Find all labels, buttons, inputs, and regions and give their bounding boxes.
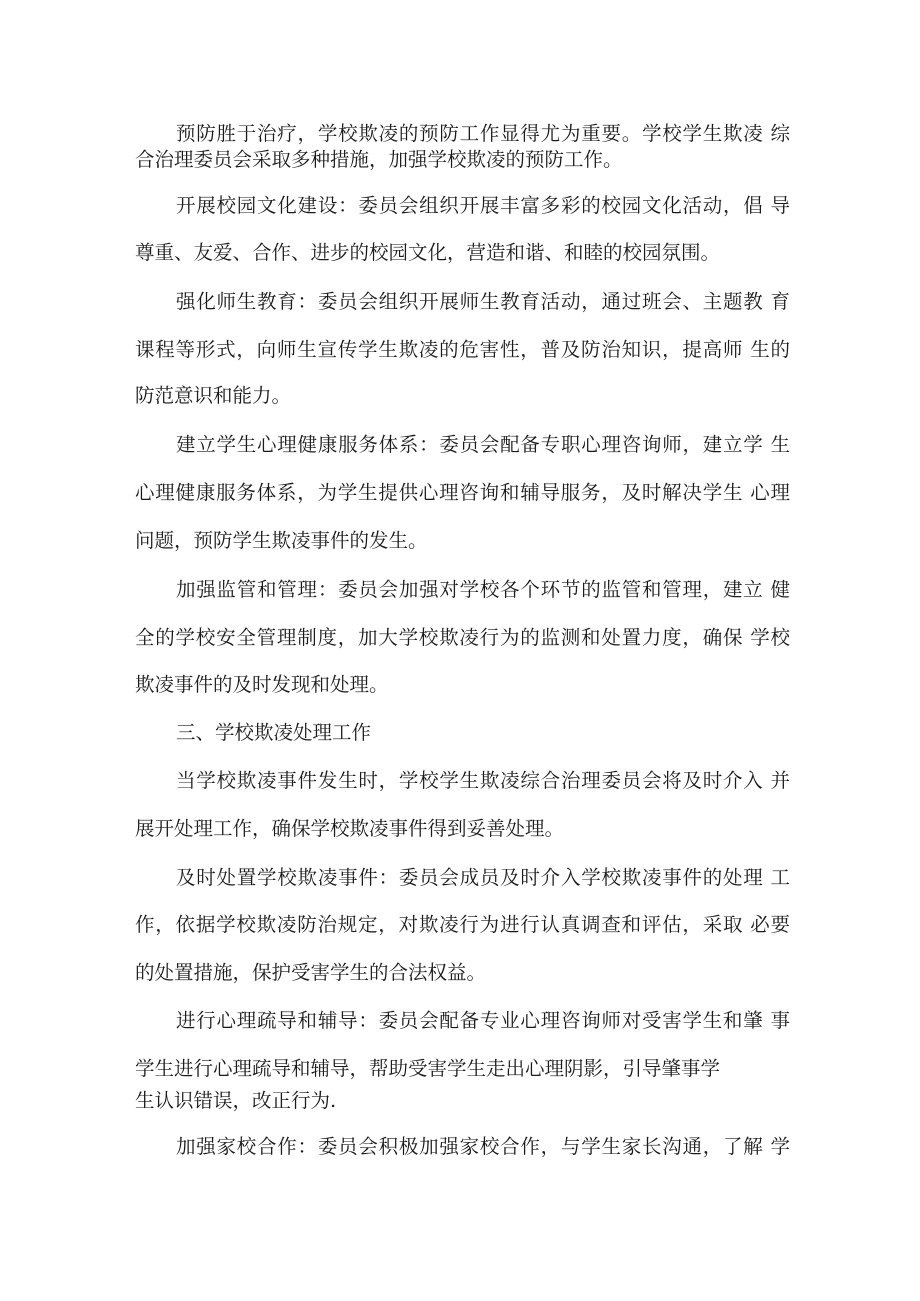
paragraph-line: 生认识错误，改正行为.	[135, 1089, 337, 1112]
paragraph-line: 加强监管和管理：委员会加强对学校各个环节的监管和管理，建立 健	[176, 578, 790, 601]
paragraph-line: 当学校欺凌事件发生时，学校学生欺凌综合治理委员会将及时介入 并	[176, 769, 790, 792]
paragraph-line: 建立学生心理健康服务体系：委员会配备专职心理咨询师，建立学 生	[176, 433, 790, 456]
paragraph-line: 开展校园文化建设：委员会组织开展丰富多彩的校园文化活动，倡 导	[176, 194, 790, 217]
paragraph-line: 全的学校安全管理制度，加大学校欺凌行为的监测和处置力度，确保 学校	[135, 626, 790, 649]
paragraph-line: 预防胜于治疗，学校欺凌的预防工作显得尤为重要。学校学生欺凌 综	[176, 122, 790, 145]
paragraph-line: 作，依据学校欺凌防治规定，对欺凌行为进行认真调查和评估，采取 必要	[135, 913, 790, 936]
paragraph-line: 防范意识和能力。	[135, 384, 292, 407]
paragraph-line: 展开处理工作，确保学校欺凌事件得到妥善处理。	[135, 817, 565, 840]
section-heading: 三、学校欺凌处理工作	[176, 721, 372, 744]
paragraph-line: 进行心理疏导和辅导：委员会配备专业心理咨询师对受害学生和肇 事	[176, 1009, 790, 1032]
paragraph-line: 心理健康服务体系，为学生提供心理咨询和辅导服务，及时解决学生 心理	[135, 481, 790, 504]
paragraph-line: 强化师生教育：委员会组织开展师生教育活动，通过班会、主题教 育	[176, 290, 790, 313]
paragraph-line: 课程等形式，向师生宣传学生欺凌的危害性，普及防治知识，提高师 生的	[135, 338, 790, 361]
paragraph-line: 加强家校合作：委员会积极加强家校合作，与学生家长沟通，了解 学	[176, 1135, 790, 1158]
paragraph-line: 合治理委员会采取多种措施，加强学校欺凌的预防工作。	[135, 148, 623, 171]
paragraph-line: 学生进行心理疏导和辅导，帮助受害学生走出心理阴影，引导肇事学	[135, 1057, 721, 1080]
paragraph-line: 欺凌事件的及时发现和处理。	[135, 673, 389, 696]
paragraph-line: 的处置措施，保护受害学生的合法权益。	[135, 961, 487, 984]
paragraph-line: 及时处置学校欺凌事件：委员会成员及时介入学校欺凌事件的处理 工	[176, 866, 790, 889]
paragraph-line: 问题，预防学生欺凌事件的发生。	[135, 529, 428, 552]
paragraph-line: 尊重、友爱、合作、进步的校园文化，营造和谐、和睦的校园氛围。	[135, 241, 721, 264]
